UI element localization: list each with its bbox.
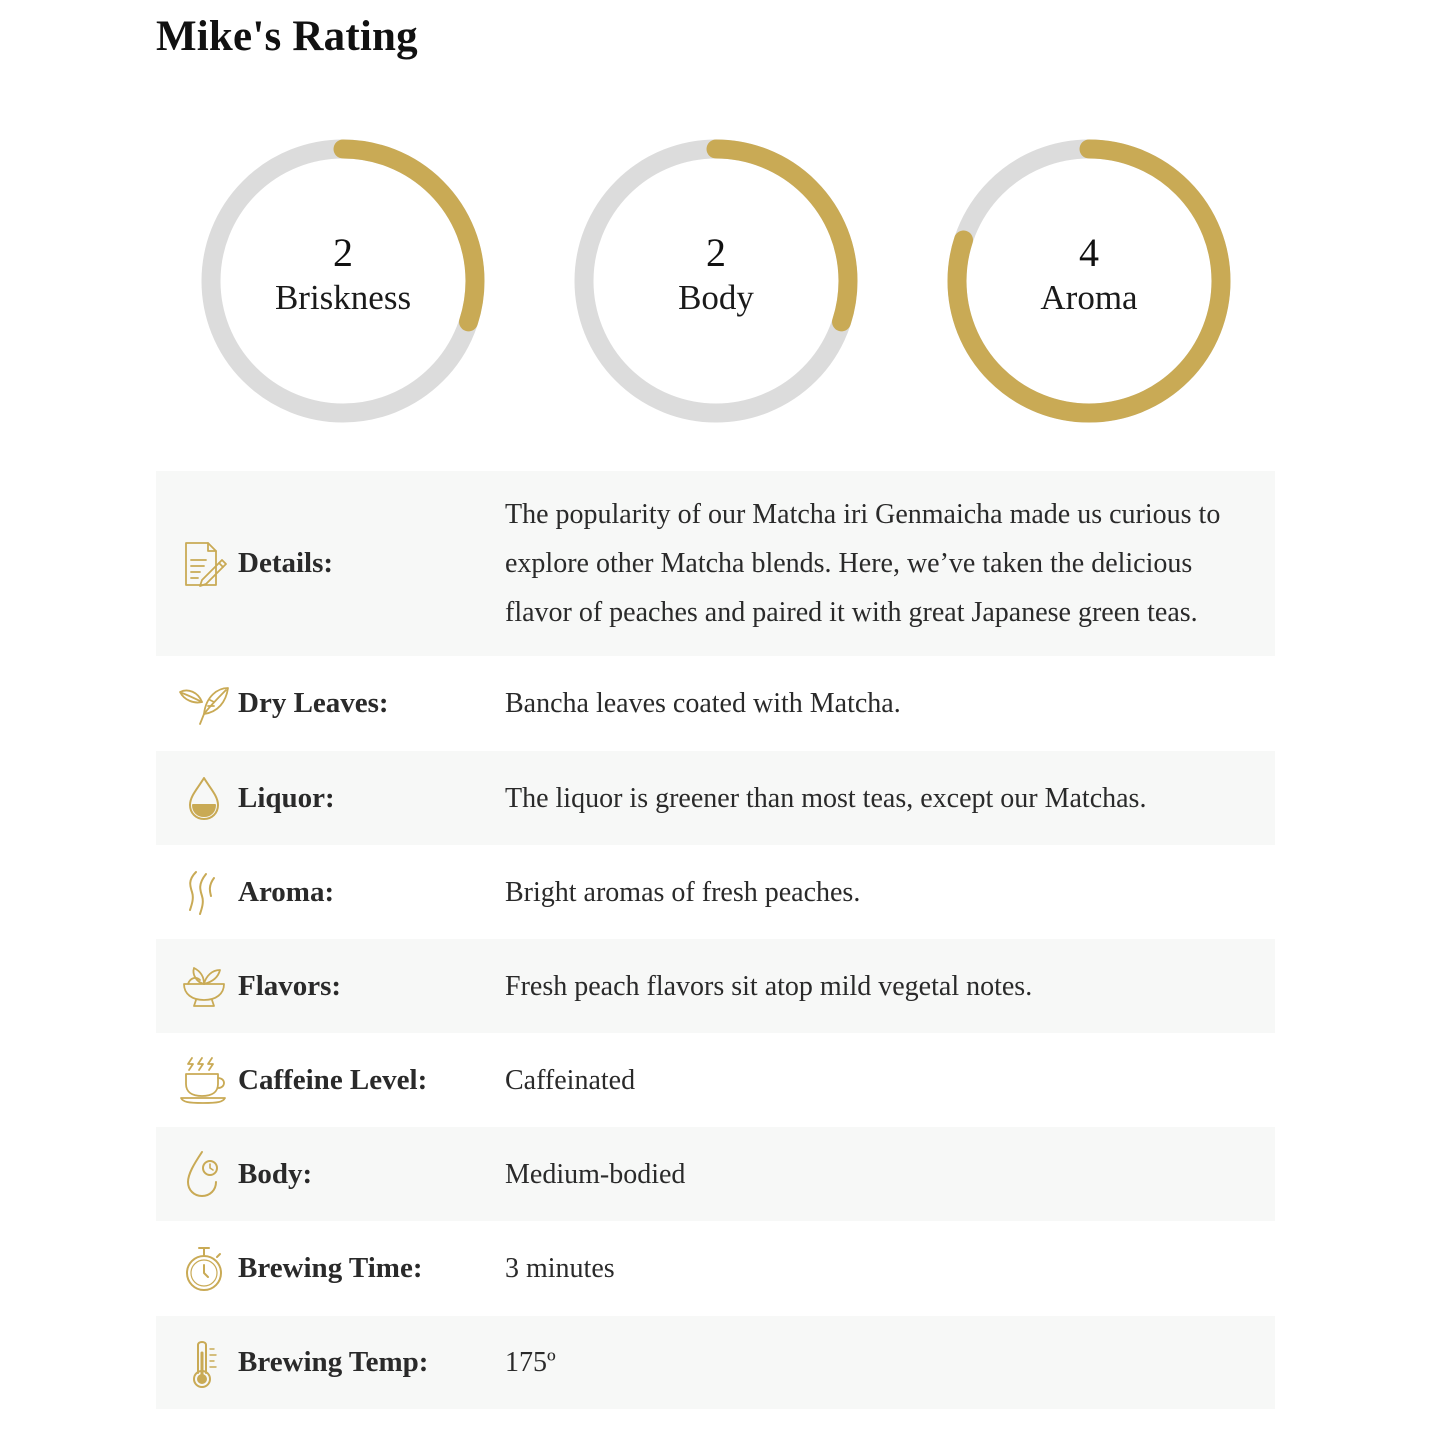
flavors-row <box>156 939 1275 1033</box>
gauge-value: 2 <box>706 230 726 275</box>
details-row <box>156 471 1275 656</box>
row-label: Aroma: <box>238 875 335 908</box>
caffeine-row <box>156 1033 1275 1127</box>
aroma-row <box>156 845 1275 939</box>
row-value: Fresh peach flavors sit atop mild vegetal notes. <box>505 970 1033 1002</box>
row-label: Brewing Temp: <box>238 1346 429 1378</box>
liquid-drop-icon <box>176 770 232 826</box>
gauge-briskness <box>200 138 486 424</box>
gauge-body <box>573 138 859 424</box>
gauge-label: Briskness <box>274 278 412 317</box>
document-pencil-icon <box>176 536 232 592</box>
row-label: Brewing Time: <box>238 1252 423 1284</box>
row-label: Flavors: <box>238 969 342 1002</box>
aroma-wisps-icon <box>176 864 232 920</box>
brewing-temp-row <box>156 1316 1275 1409</box>
row-value: The liquor is greener than most teas, except our Matchas. <box>505 782 1147 814</box>
thermometer-icon <box>176 1335 232 1391</box>
liquor-row <box>156 751 1275 845</box>
ratings-gauges <box>0 130 1445 440</box>
row-label: Dry Leaves: <box>238 687 389 719</box>
gauge-label: Aroma <box>1040 278 1138 317</box>
body-drop-icon <box>176 1146 232 1202</box>
row-value: The popularity of our Matcha iri Genmaicha made us curious to explore other Matcha blends. Here, we’ve taken the delicious flavor of peaches and paired it with great Japanese green teas. <box>505 499 1221 628</box>
flavor-bowl-icon <box>176 958 232 1014</box>
tea-leaves-icon <box>176 676 232 732</box>
row-label: Details: <box>238 547 334 579</box>
row-value: Caffeinated <box>505 1064 636 1096</box>
stopwatch-icon <box>176 1241 232 1297</box>
row-label: Liquor: <box>238 781 335 814</box>
gauge-aroma <box>946 138 1232 424</box>
row-value: 175º <box>505 1347 556 1378</box>
row-label: Body: <box>238 1157 313 1190</box>
body-row <box>156 1127 1275 1221</box>
row-value: Medium-bodied <box>505 1158 686 1190</box>
brewing-time-row <box>156 1221 1275 1316</box>
row-label: Caffeine Level: <box>238 1063 428 1096</box>
row-value: 3 minutes <box>505 1253 615 1284</box>
gauge-value: 2 <box>333 230 353 275</box>
row-value: Bancha leaves coated with Matcha. <box>505 688 901 719</box>
dry-leaves-row <box>156 656 1275 751</box>
caffeine-cup-icon <box>176 1052 232 1108</box>
page-title: Mike's Rating <box>156 13 418 60</box>
tea-details-table <box>156 471 1275 1409</box>
row-value: Bright aromas of fresh peaches. <box>505 876 861 908</box>
gauge-value: 4 <box>1079 230 1099 275</box>
gauge-label: Body <box>678 278 754 317</box>
